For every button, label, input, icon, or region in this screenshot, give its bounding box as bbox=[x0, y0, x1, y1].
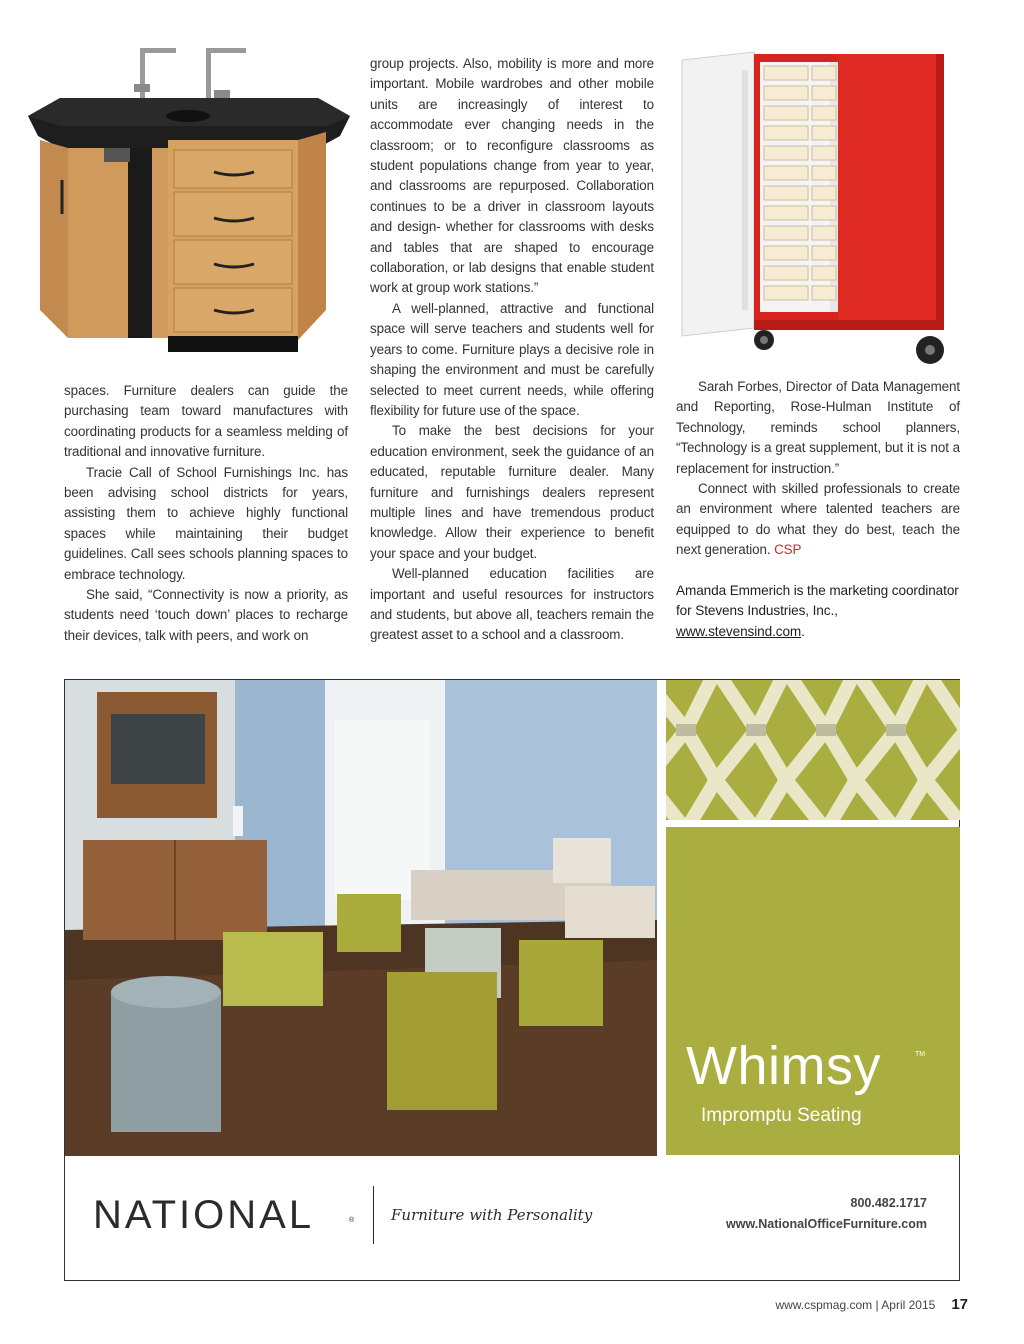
column-2-paragraph-4: Well-planned education facilities are important and useful resources for instructors and students, but above all, teachers remain the greatest asset to a school and a classroom. bbox=[370, 566, 654, 643]
fabric-pattern-swatch bbox=[666, 680, 960, 820]
storage-cabinet-image bbox=[680, 50, 970, 370]
lab-station-image bbox=[28, 40, 350, 358]
article-column-2 bbox=[370, 54, 654, 646]
whimsy-subtitle: Impromptu Seating bbox=[701, 1105, 862, 1126]
article-column-1 bbox=[64, 381, 348, 646]
ad-phone-number: 800.482.1717 bbox=[850, 1196, 927, 1210]
author-bio bbox=[676, 581, 960, 643]
ad-website[interactable]: www.NationalOfficeFurniture.com bbox=[726, 1217, 927, 1231]
author-website-link[interactable]: www.stevensind.com bbox=[676, 623, 802, 639]
page-number: 17 bbox=[951, 1296, 968, 1313]
whimsy-title: Whimsy bbox=[686, 1036, 881, 1096]
article-column-3 bbox=[676, 377, 960, 642]
national-furniture-ad[interactable] bbox=[64, 679, 960, 1281]
column-3-paragraph-2 bbox=[676, 479, 960, 561]
column-2-paragraph-2: A well-planned, attractive and functional space will serve teachers and students well for years to come. Furniture plays a decisive role in shaping the environment and must be carefully selected to meet current needs, while offering flexibility for future use of the space. bbox=[370, 300, 654, 418]
national-logo: NATIONAL bbox=[93, 1193, 315, 1237]
footer-site-date: www.cspmag.com | April 2015 bbox=[775, 1298, 936, 1312]
whimsy-panel bbox=[666, 827, 960, 1155]
author-bio-text: Amanda Emmerich is the marketing coordinator for Stevens Industries, Inc., bbox=[676, 582, 959, 619]
lounge-seating-photo bbox=[65, 680, 657, 1156]
column-2-paragraph-1: group projects. Also, mobility is more and more important. Mobile wardrobes and other mobile units are increasingly of interest to accommodate ever changing needs in the classroom; or to reconfigure classrooms as student populations change from year to year, and classrooms are repurposed. Collaboration continues to be a driver in classroom layouts and design- whether for classrooms with desks and tables that are shaped to encourage collaboration, or lab designs that enable student work at group work stations.” bbox=[370, 56, 654, 296]
column-1-paragraph-2: Tracie Call of School Furnishings Inc. has been advising school districts for years, assisting them to achieve highly functional spaces while maintaining their budget guidelines. Call sees schools planning spaces to embrace technology. bbox=[64, 464, 348, 582]
trademark-mark: TM bbox=[915, 1051, 926, 1058]
author-bio-end: . bbox=[801, 623, 805, 639]
column-3-paragraph-1: Sarah Forbes, Director of Data Management and Reporting, Rose-Hulman Institute of Technology, reminds school planners, “Technology is a great supplement, but it is not a replacement for instruction.” bbox=[676, 379, 960, 476]
column-1-paragraph-3: She said, “Connectivity is now a priority, as students need ‘touch down’ places to recharge their devices, talk with peers, and work on bbox=[64, 587, 348, 643]
csp-end-mark: CSP bbox=[774, 542, 802, 558]
column-1-paragraph-1: spaces. Furniture dealers can guide the purchasing team toward manufactures with coordinating products for a seamless melding of traditional and innovative furniture. bbox=[64, 383, 348, 460]
registered-mark: ® bbox=[349, 1217, 355, 1224]
column-2-paragraph-3: To make the best decisions for your education environment, seek the guidance of an educated, reputable furniture dealer. Many furniture and furnishings dealers represent multiple lines and have tremendous product knowledge. Allow their experience to benefit your space and your budget. bbox=[370, 423, 654, 561]
closing-text: Connect with skilled professionals to create an environment where talented teachers are equipped to do what they do best, teach the next generation. bbox=[676, 481, 960, 558]
page-footer bbox=[775, 1296, 968, 1313]
logo-divider bbox=[373, 1186, 374, 1244]
brand-tagline: Furniture with Personality bbox=[391, 1206, 593, 1224]
